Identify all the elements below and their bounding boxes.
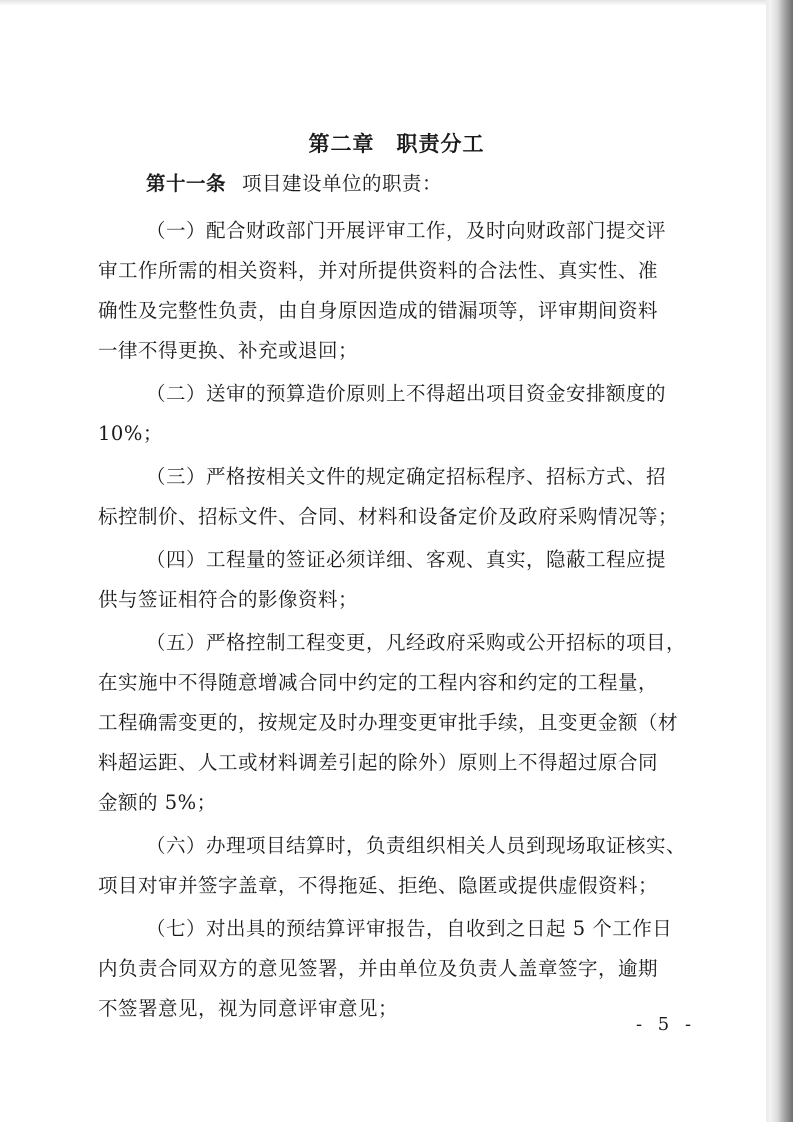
paragraph-line: 10%； — [98, 422, 163, 445]
paragraph-line: 审工作所需的相关资料，并对所提供资料的合法性、真实性、准 — [98, 259, 659, 282]
paragraph-line: 料超运距、人工或材料调差引起的除外）原则上不得超过原合同 — [98, 751, 659, 774]
paragraph-line: 供与签证相符合的影像资料； — [98, 588, 359, 611]
chapter-title: 第二章 职责分工 — [308, 132, 485, 156]
paragraph-line: 确性及完整性负责，由自身原因造成的错漏项等，评审期间资料 — [98, 299, 659, 322]
paragraph-line: （七）对出具的预结算评审报告，自收到之日起 5 个工作日 — [146, 917, 673, 940]
paragraph-line: （二）送审的预算造价原则上不得超出项目资金安排额度的 — [146, 382, 667, 405]
article-number: 第十一条 — [146, 172, 227, 195]
paragraph-line: （四）工程量的签证必须详细、客观、真实，隐蔽工程应提 — [146, 548, 667, 571]
article-heading: 项目建设单位的职责： — [242, 172, 443, 195]
article-line — [146, 170, 698, 198]
paragraph-line: 一律不得更换、补充或退回； — [98, 339, 359, 362]
scan-right-edge-shadow — [769, 0, 793, 1122]
paragraph-line: 在实施中不得随意增减合同中约定的工程内容和约定的工程量， — [98, 671, 659, 694]
scan-top-edge — [0, 0, 793, 6]
paragraph-line: 内负责合同双方的意见签署，并由单位及负责人盖章签字，逾期 — [98, 957, 659, 980]
paragraph-line: 金额的 5%； — [98, 791, 217, 814]
paragraph-line: （六）办理项目结算时，负责组织相关人员到现场取证核实、 — [146, 834, 687, 857]
page-number: - 5 - — [636, 1014, 697, 1035]
paragraph-line: （三）严格按相关文件的规定确定招标程序、招标方式、招 — [146, 465, 667, 488]
paragraph-line: 不签署意见，视为同意评审意见； — [98, 997, 399, 1020]
paragraph-line: （五）严格控制工程变更，凡经政府采购或公开招标的项目， — [146, 631, 687, 654]
paragraph-line: 标控制价、招标文件、合同、材料和设备定价及政府采购情况等； — [98, 505, 679, 528]
paragraph-line: 工程确需变更的，按规定及时办理变更审批手续，且变更金额（材 — [98, 711, 679, 734]
paragraph-line: （一）配合财政部门开展评审工作，及时向财政部门提交评 — [146, 219, 667, 242]
paragraph-line: 项目对审并签字盖章，不得拖延、拒绝、隐匿或提供虚假资料； — [98, 874, 659, 897]
